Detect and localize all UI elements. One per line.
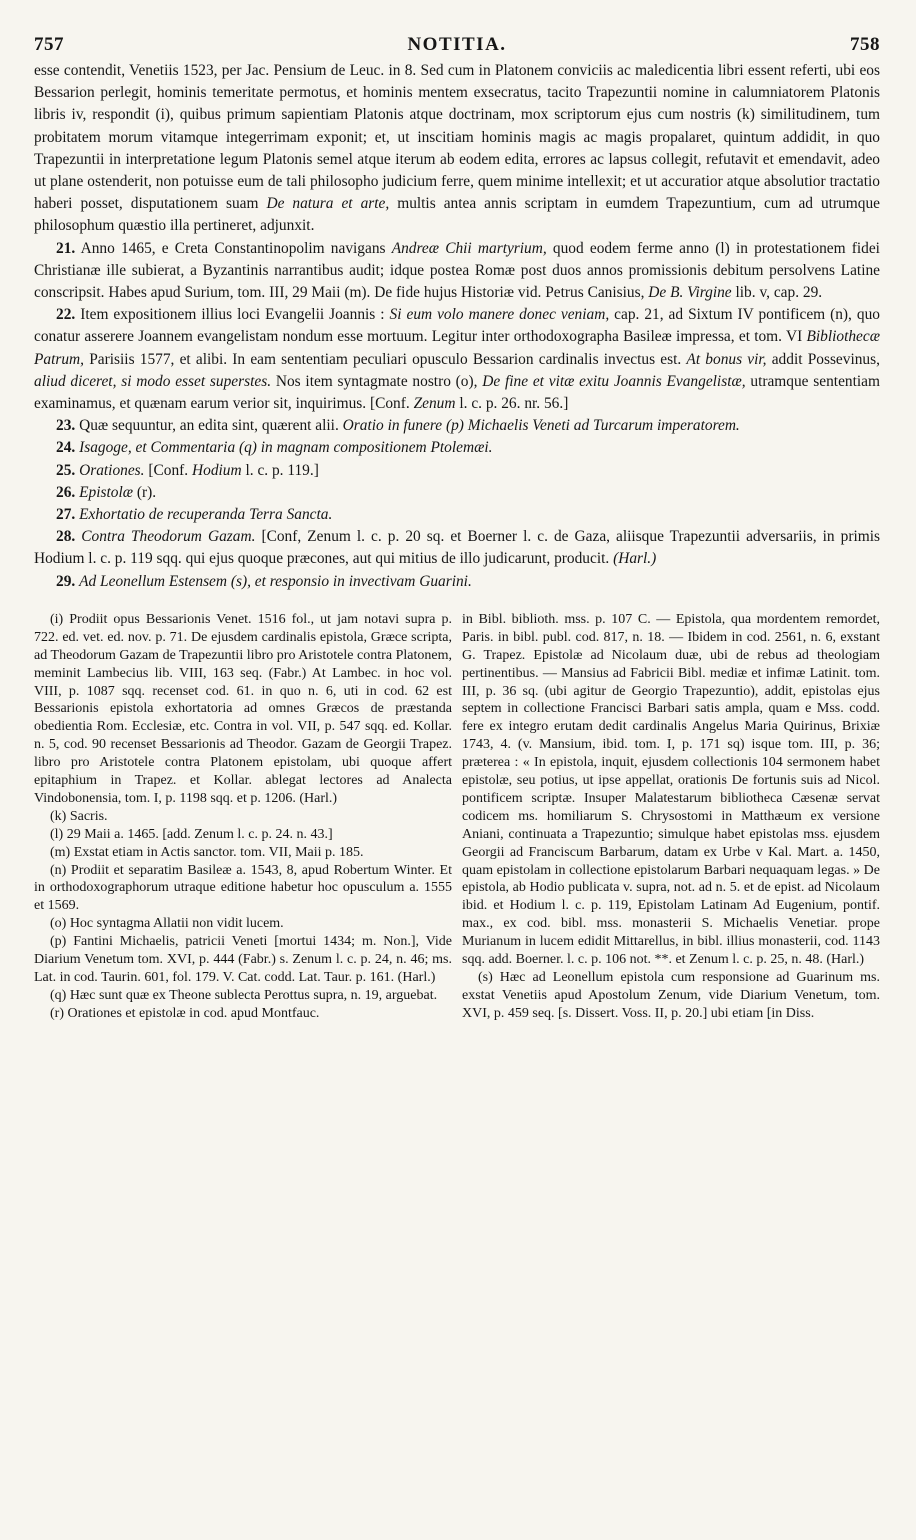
footnote-l: (l) 29 Maii a. 1465. [add. Zenum l. c. p. 24. n. 43.] bbox=[50, 826, 333, 842]
italic-span: De B. Virgine bbox=[648, 284, 732, 302]
paragraph-28 bbox=[34, 526, 880, 570]
footnotes-right-column bbox=[462, 611, 880, 1023]
text-span: l. c. p. 119.] bbox=[245, 461, 319, 479]
main-text bbox=[34, 60, 880, 593]
italic-span: Oratio in funere (p) Michaelis Veneti ad Turcarum imperatorem. bbox=[342, 417, 740, 435]
running-title: NOTITIA. bbox=[407, 34, 507, 55]
text-span: Nos item syntagmate nostro (o), bbox=[275, 372, 478, 390]
italic-span: Si eum volo manere donec veniam, bbox=[389, 306, 610, 324]
text-span: cap. 21, ad Sixtum IV pontificem (n), quo conatur asserere Joannem evangelistam nondum esse mortuum. Legitur inter orthodoxographa Basileæ impressa, et tom. VI bbox=[34, 306, 880, 346]
paragraph-22 bbox=[34, 304, 880, 415]
paragraph-24 bbox=[34, 437, 880, 459]
text-span: esse contendit, Venetiis 1523, per Jac. Pensium de Leuc. in 8. Sed cum in Platonem conviciis ac maledicentia libri essent referti, ubi eos Bessarion perlegit, hominis temeritate permotus, et hominis mentem exsecratus, tacito Trapezuntii nomine in calumniatorem Platonis libris iv, respondit (i), quibus primum sapientiam Platonis atque doctrinam, mox scriptorum ejus cum nostris (k) similitudinem, tum probitatem morum vitamque integerrimam exponit; et, ut inscitiam hominis magis ac magis propalaret, quintum addidit, in quo Trapezuntii in interpretatione legum Platonis semel atque iterum ab eodem edita, errores ac lapsus collegit, refutavit et emendavit, adeo ut plane ostenderit, non potuisse eum de tali philosopho judicium ferre, quem minime intellexit; et ut accuratior atque absolutior tractatio haberi posset, disputationem suam bbox=[34, 62, 880, 213]
item-number: 25. bbox=[56, 461, 76, 479]
paragraph-25 bbox=[34, 460, 880, 482]
footnote-r-continued: in Bibl. biblioth. mss. p. 107 C. — Epistola, qua mordentem remordet, Paris. in bibl. publ. cod. 817, n. 18. — Ibidem in cod. 2561, n. 6, exstant G. Trapez. Epistolæ ad Nicolaum duæ, ubi de rebus ad theologiam pertinentibus. — Mansius ad Fabricii Bibl. mediæ et infimæ Latinit. tom. III, p. 36 sq. (ubi agitur de Georgio Trapezuntio), addit, epistolas ejus septem in collectione Francisci Barbari satis ampla, quam e Mss. codd. fere ex integro erutam dedit cardinalis Angelus Maria Quirinus, Brixiæ 1743, 4. (v. Mansium, ibid. tom. I, p. 171 sq) isque tom. III, p. 36; præterea : « In epistola, inquit, ejusdem collectionis 104 sermonem habet epistolæ, seu potius, ut ipse appellat, orationis De fortunis suis ad Nicol. pontificem scriptæ. Insuper Malatestarum bibliotheca Cæsenæ servat codicem ms. homiliarum S. Chrysostomi in Matthæum ex versione Aniani, continuata a Trapezuntio; simulque habet epistolas mss. ejusdem Georgii ad Franciscum Barbarum, datam ex Urbe v Kal. Mart. a. 1450, quam epistolam in collectione epistolarum Barbari nequaquam legas. » De epistola, ab Hodio publicata v. supra, not. ad n. 5. et de epist. ad Nicolaum ibid. et Hodium l. c. p. 119, Epistolam Latinam Ad Eugenium, pontif. max., ex cod. bibl. mss. monasterii S. Michaelis Venetiar. prope Murianum in lucem edidit Mittarellus, in bibl. illius monasterii, cod. 1143 sqq. add. Boerner. l. c. p. 106 not. **. et Zenum l. c. p. 25, n. 48. (Harl.) bbox=[462, 611, 880, 968]
text-span: (r). bbox=[136, 483, 157, 501]
text-span: [Conf, Zenum l. c. p. 20 sq. et Boerner l. c. de Gaza, aliisque Trapezuntii adversariis, in primis Hodium l. c. p. 119 sqq. qui ejus quoque præcones, aut qui mitius de illo judicarunt, producit. bbox=[34, 528, 880, 568]
italic-span: Isagoge, et Commentaria (q) in magnam compositionem Ptolemæi. bbox=[79, 439, 493, 457]
item-number: 26. bbox=[56, 483, 76, 501]
item-number: 29. bbox=[56, 572, 76, 590]
footnote-r: (r) Orationes et epistolæ in cod. apud Montfauc. bbox=[50, 1005, 320, 1021]
text-span: multis antea annis scriptam in eumdem Trapezuntium, cum ad utrumque philosophum quæstio illa pertineret, adjunxit. bbox=[34, 195, 880, 235]
italic-span: Hodium bbox=[192, 461, 242, 479]
paragraph-23 bbox=[34, 415, 880, 437]
footnote-q: (q) Hæc sunt quæ ex Theone sublecta Perottus supra, n. 19, arguebat. bbox=[50, 987, 438, 1003]
italic-span: De fine et vitæ exitu Joannis Evangelistæ, bbox=[482, 372, 746, 390]
page-number-left: 757 bbox=[34, 34, 64, 55]
item-number: 23. bbox=[56, 417, 76, 435]
text-span: Quæ sequuntur, an edita sint, quærent alii. bbox=[79, 417, 339, 435]
italic-span: Epistolæ bbox=[79, 483, 133, 501]
italic-span: Bibliothecæ Patrum, bbox=[34, 328, 880, 368]
italic-span: De natura et arte, bbox=[266, 195, 390, 213]
item-number: 27. bbox=[56, 506, 76, 524]
paragraph-21 bbox=[34, 238, 880, 305]
item-number: 21. bbox=[56, 239, 76, 257]
footnote-o: (o) Hoc syntagma Allatii non vidit lucem. bbox=[50, 916, 284, 932]
footnote-n: (n) Prodiit et separatim Basileæ a. 1543, 8, apud Robertum Winter. Et in orthodoxographorum utraque editione habetur hoc opusculum a. 1555 et 1569. bbox=[34, 862, 452, 914]
text-span: l. c. p. 26. nr. 56.] bbox=[459, 395, 569, 413]
footnote-i: (i) Prodiit opus Bessarionis Venet. 1516 fol., ut jam notavi supra p. 722. ed. vet. ed. nov. p. 71. De ejusdem cardinalis epistola, Græce scripta, ad Theodorum Gazam de Trapezuntii libro pro Aristotele contra Platonem, meminit Lambecius lib. VIII, 163 seq. (Fabr.) At Lambec. in hoc vol. VIII, p. 1087 sqq. recenset cod. 61. in quo n. 6, uti in cod. 62 est Bessarionis epistola exhortatoria ad omnes Græcos de præstanda obedientia Rom. Ecclesiæ, etc. Contra in vol. VII, p. 547 sqq. ed. Kollar. n. 5, cod. 90 recenset Bessarionis ad Theodor. Gazam de Georgii Trapez. libro pro Aristotele contra Platonem epistolam, ubi quoque affert epitaphium in Trapez. et Kollar. ablegat lectores ad Analecta Vindobonensia, tom. I, p. 1198 sqq. et p. 1206. (Harl.) bbox=[34, 611, 452, 806]
text-span: quod eodem ferme anno (l) in protestationem fidei Christianæ ille subierat, a Byzantinis narrantibus audit; idque postea Romæ post duos annos promissionis debitum persolvens Latine conscripsit. Habes apud Surium, tom. III, 29 Maii (m). De fide hujus Historiæ vid. Petrus Canisius, bbox=[34, 239, 880, 302]
text-span: utramque sententiam examinamus, et quænam earum verior sit, inquirimus. [Conf. bbox=[34, 372, 880, 413]
footnote-k: (k) Sacris. bbox=[50, 808, 108, 824]
item-number: 24. bbox=[56, 439, 76, 457]
footnote-s: (s) Hæc ad Leonellum epistola cum responsione ad Guarinum ms. exstat Venetiis apud Apostolum Zenum, vide Diarium Venetum, tom. XVI, p. 459 seq. [s. Dissert. Voss. II, p. 20.] ubi etiam [in Diss. bbox=[462, 970, 880, 1021]
footnotes bbox=[34, 611, 880, 1023]
italic-span: At bonus vir, bbox=[686, 350, 767, 368]
text-span: Parisiis 1577, et alibi. In eam sententiam peculiari opusculo Bessarion cardinalis invectus est. bbox=[89, 350, 682, 368]
paragraph-27 bbox=[34, 504, 880, 526]
italic-span: (Harl.) bbox=[613, 550, 657, 568]
italic-span: Contra Theodorum Gazam. bbox=[81, 528, 256, 546]
italic-span: Ad Leonellum Estensem (s), et responsio in invectivam Guarini. bbox=[79, 572, 472, 590]
italic-span: Exhortatio de recuperanda Terra Sancta. bbox=[79, 506, 333, 524]
text-span: addit Possevinus, bbox=[771, 350, 880, 368]
page-header bbox=[34, 34, 880, 56]
text-span: Anno 1465, e Creta Constantinopolim navigans bbox=[80, 239, 386, 257]
text-span: lib. v, cap. 29. bbox=[735, 284, 823, 302]
text-span: [Conf. bbox=[148, 461, 189, 479]
text-span: Item expositionem illius loci Evangelii Joannis : bbox=[80, 306, 385, 324]
page-number-right: 758 bbox=[849, 34, 880, 55]
footnotes-left-column bbox=[34, 611, 452, 1023]
item-number: 22. bbox=[56, 306, 76, 324]
italic-span: Zenum bbox=[413, 395, 456, 413]
italic-span: Andreæ Chii martyrium, bbox=[391, 239, 547, 257]
paragraph-intro bbox=[34, 60, 880, 238]
italic-span: Orationes. bbox=[79, 461, 145, 479]
footnote-p: (p) Fantini Michaelis, patricii Veneti [mortui 1434; m. Non.], Vide Diarium Venetum tom. XVI, p. 444 (Fabr.) s. Zenum l. c. p. 24, n. 46; ms. Lat. in cod. Taurin. 601, fol. 179. V. Cat. codd. Lat. Taur. p. 161. (Harl.) bbox=[34, 934, 452, 985]
item-number: 28. bbox=[56, 528, 76, 546]
italic-span: aliud diceret, si modo esset superstes. bbox=[34, 372, 272, 390]
paragraph-29 bbox=[34, 571, 880, 593]
footnote-m: (m) Exstat etiam in Actis sanctor. tom. VII, Maii p. 185. bbox=[50, 844, 364, 860]
paragraph-26 bbox=[34, 482, 880, 504]
